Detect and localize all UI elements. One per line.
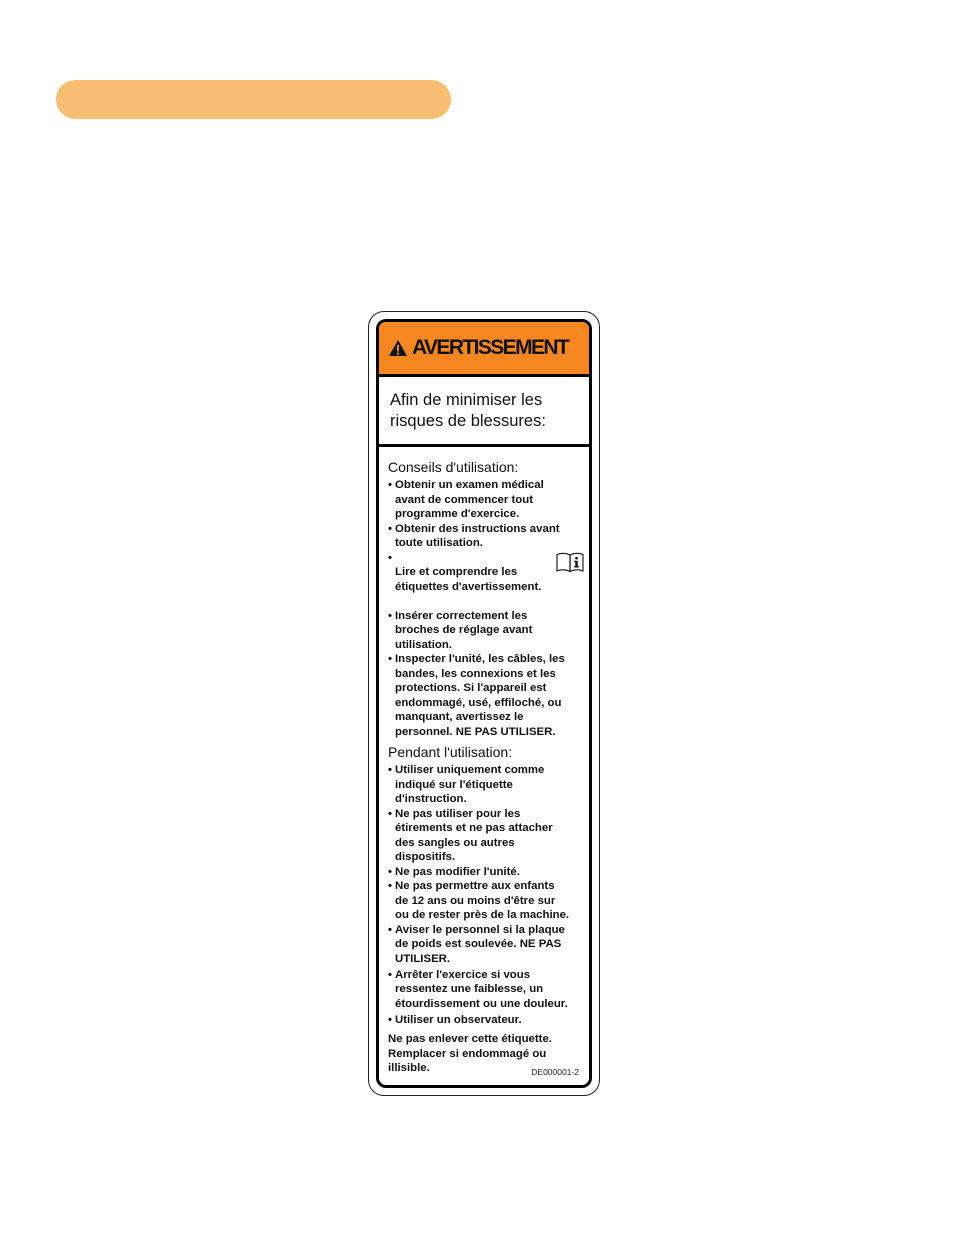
list-item: • Obtenir des instructions avant toute utilisation. (388, 522, 583, 551)
label-footer-note: Ne pas enlever cette étiquette. Remplacer si endommagé ou illisible. (388, 1033, 552, 1074)
list-item-text: Lire et comprendre les étiquettes d'avertissement. (395, 566, 542, 593)
usage-tips-list (388, 478, 583, 739)
label-subhead-line: risques de blessures: (390, 412, 546, 430)
warning-banner (379, 322, 589, 377)
label-subhead (379, 377, 589, 447)
warning-label (376, 319, 592, 1088)
list-item: • Aviser le personnel si la plaque de poids est soulevée. NE PAS UTILISER. (388, 923, 583, 967)
list-item: • Insérer correctement les broches de réglage avant utilisation. (388, 609, 583, 653)
during-use-list (388, 763, 583, 1027)
list-item: • Utiliser uniquement comme indiqué sur l'étiquette d'instruction. (388, 763, 583, 807)
list-item: • Ne pas modifier l'unité. (388, 865, 583, 880)
list-item: • Utiliser un observateur. (388, 1013, 583, 1028)
section-title-during-use: Pendant l'utilisation: (388, 744, 513, 760)
list-item: • Inspecter l'unité, les câbles, les bandes, les connexions et les protections. Si l'appareil est endommagé, usé, effiloché, ou manquant, avertissez le personnel. NE PAS UTILISER. (388, 652, 583, 739)
list-item: • Ne pas utiliser pour les étirements et ne pas attacher des sangles ou autres dispositifs. (388, 807, 583, 865)
list-item: • Ne pas permettre aux enfants de 12 ans ou moins d'être sur ou de rester près de la machine. (388, 879, 583, 923)
manual-info-icon (555, 552, 585, 573)
list-item (388, 551, 583, 609)
header-pill (56, 80, 451, 119)
label-subhead-line: Afin de minimiser les (390, 391, 543, 409)
section-title-usage-tips: Conseils d'utilisation: (388, 459, 519, 475)
list-item: • Obtenir un examen médical avant de commencer tout programme d'exercice. (388, 478, 583, 522)
warning-banner-text: AVERTISSEMENT (412, 336, 569, 359)
label-body (379, 447, 589, 1076)
warning-triangle-icon (388, 339, 408, 357)
label-part-code: DE000001-2 (531, 1067, 579, 1077)
list-item: • Arrêter l'exercice si vous ressentez une faiblesse, un étourdissement ou une douleur. (388, 968, 583, 1012)
